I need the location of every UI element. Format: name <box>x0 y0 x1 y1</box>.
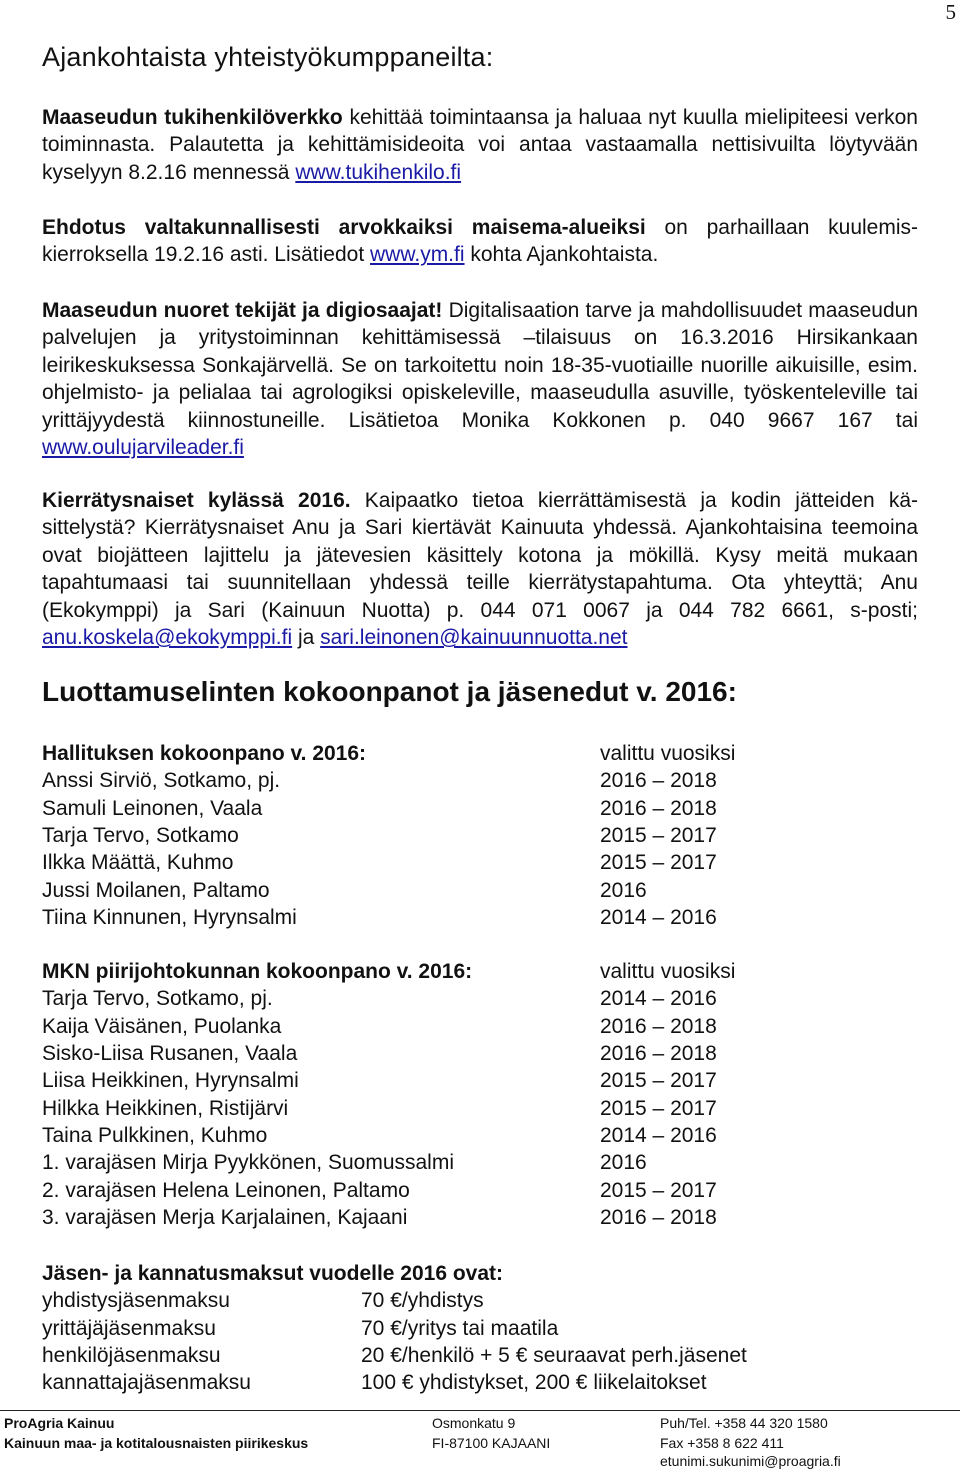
page-title: Ajankohtaista yhteistyökumppaneilta: <box>42 42 494 72</box>
piiri-header: MKN piirijohtokunnan kokoonpano v. 2016: <box>42 960 473 983</box>
footer-email: etunimi.sukunimi@proagria.fi <box>660 1453 841 1469</box>
hallitus-member-row-label: Samuli Leinonen, Vaala <box>42 796 263 820</box>
paragraph-tukihenkilo <box>42 104 918 186</box>
footer-phone: Puh/Tel. +358 44 320 1580 <box>660 1415 828 1431</box>
piiri-member-row-label: 3. varajäsen Merja Karjalainen, Kajaani <box>42 1206 408 1230</box>
piiri-member-row-label: 2. varajäsen Helena Leinonen, Paltamo <box>42 1178 410 1202</box>
maksut-header: Jäsen- ja kannatusmaksut vuodelle 2016 ovat: <box>42 1262 504 1285</box>
hallitus-member-row-value: 2016 <box>600 878 647 902</box>
fee-row-value: 70 €/yritys tai maatila <box>361 1316 559 1340</box>
footer-street: Osmonkatu 9 <box>432 1415 516 1431</box>
piiri-member-row-label: Hilkka Heikkinen, Ristijärvi <box>42 1096 289 1120</box>
piiri-member-row-value: 2015 – 2017 <box>600 1096 717 1120</box>
hallitus-member-row-label: Jussi Moilanen, Paltamo <box>42 878 270 902</box>
fee-row-value: 70 €/yhdistys <box>361 1289 484 1313</box>
paragraph-text: Kaipaatko tietoa kierrättämisestä ja kodin jätteiden käsittelystä? Kierrätysnaiset Anu ja Sari kiertävät Kainuuta yhdessä. Ajankohtaisina teemoina ovat biojätteen lajittelu ja jätevesien käsittely kotona ja mökillä. Kysy meitä mukaan tapahtumaasi tai suunnitellaan yhdessä teille kierrätystapahtuma. Ota yhteyttä; Anu (Ekokymppi) ja Sari (Kainuun Nuotta) p. 044 071 0067 ja 044 782 6661, s-posti; <box>42 489 918 622</box>
piiri-member-row-value: 2015 – 2017 <box>600 1069 717 1093</box>
hallitus-member-row-label: Tarja Tervo, Sotkamo <box>42 824 239 848</box>
piiri-member-row-value: 2016 – 2018 <box>600 1014 717 1038</box>
footer-divider <box>0 1410 960 1411</box>
link-tukihenkilo[interactable]: www.tukihenkilo.fi <box>295 160 462 184</box>
paragraph-bold-lead: Maaseudun tukihenkilöverkko <box>42 106 343 129</box>
piiri-member-row-label: Liisa Heikkinen, Hyrynsalmi <box>42 1069 299 1093</box>
piiri-member-row-value: 2016 – 2018 <box>600 1206 717 1230</box>
paragraph-bold-lead: Maaseudun nuoret tekijät ja digiosaajat! <box>42 299 443 322</box>
piiri-member-row-value: 2015 – 2017 <box>600 1178 717 1202</box>
piiri-member-row-label: Taina Pulkkinen, Kuhmo <box>42 1124 268 1148</box>
link-oulujarvileader[interactable]: www.oulujarvileader.fi <box>42 436 244 460</box>
paragraph-text: on parhaillaan kuulemiskierroksella 19.2.16 asti. Lisätiedot <box>42 216 918 267</box>
fee-row-label: henkilöjäsenmaksu <box>42 1344 221 1368</box>
page-number: 5 <box>945 0 956 24</box>
footer-org: ProAgria Kainuu <box>4 1415 115 1431</box>
hallitus-member-row-value: 2016 – 2018 <box>600 769 717 793</box>
footer-postal: FI-87100 KAJAANI <box>432 1435 551 1451</box>
fee-row-value: 100 € yhdistykset, 200 € liikelaitokset <box>361 1371 707 1395</box>
link-email-anu[interactable]: anu.koskela@ekokymppi.fi <box>42 626 293 650</box>
fee-row-label: yhdistysjäsenmaksu <box>42 1289 230 1313</box>
paragraph-tail: kohta Ajankohtaista. <box>464 243 659 267</box>
hallitus-member-row-value: 2016 – 2018 <box>600 796 717 820</box>
footer-fax: Fax +358 8 622 411 <box>660 1435 784 1451</box>
hallitus-header: Hallituksen kokoonpano v. 2016: <box>42 742 367 765</box>
hallitus-member-row-label: Ilkka Määttä, Kuhmo <box>42 851 234 875</box>
footer-org-sub: Kainuun maa- ja kotitalousnaisten piirikeskus <box>4 1435 309 1451</box>
hallitus-member-row-label: Tiina Kinnunen, Hyrynsalmi <box>42 906 297 930</box>
hallitus-member-row-label: Anssi Sirviö, Sotkamo, pj. <box>42 769 281 793</box>
section-heading: Luottamuselinten kokoonpanot ja jäsenedut v. 2016: <box>42 676 737 707</box>
piiri-member-row-label: Kaija Väisänen, Puolanka <box>42 1014 282 1038</box>
hallitus-member-row-value: 2014 – 2016 <box>600 906 717 930</box>
link-ym[interactable]: www.ym.fi <box>370 243 465 267</box>
fee-row-value: 20 €/henkilö + 5 € seuraavat perh.jäsenet <box>361 1344 747 1368</box>
paragraph-text: Digitalisaation tarve ja mahdollisuudet maaseudun palvelujen ja yritystoiminnan kehittämisessä –tilaisuus on 16.3.2016 Hirsikankaan leirikeskuksessa Sonkajärvellä. Se on tarkoitettu noin 18-35-vuotiaille nuorille aikuisille, esim. ohjelmisto- ja pelialaa tai agrologiksi opiskeleville, maaseudulla asuville, työskenteleville tai yrittäjyydestä kiinnostuneille. Lisätietoa Monika Kokkonen p. 040 9667 167 tai <box>42 299 918 432</box>
piiri-member-row-value: 2016 <box>600 1151 647 1175</box>
paragraph-digiosaajat <box>42 297 918 461</box>
piiri-member-row-value: 2016 – 2018 <box>600 1042 717 1066</box>
paragraph-connector: ja <box>292 626 321 650</box>
piiri-member-row-label: Tarja Tervo, Sotkamo, pj. <box>42 987 273 1011</box>
paragraph-kierratysnaiset <box>42 487 918 651</box>
paragraph-bold-lead: Ehdotus valtakunnallisesti arvokkaiksi maisema-alueiksi <box>42 216 646 239</box>
piiri-member-row-value: 2014 – 2016 <box>600 987 717 1011</box>
piiri-member-row-label: Sisko-Liisa Rusanen, Vaala <box>42 1042 298 1066</box>
piiri-header-years: valittu vuosiksi <box>600 960 736 983</box>
paragraph-text: kehittää toimintaansa ja haluaa nyt kuulla mielipiteesi verkon toiminnasta. Palautetta ja kehittämisideoita voi antaa vastaamalla nettisivuilta löytyvään kyselyyn 8.2.16 mennessä <box>42 106 918 184</box>
hallitus-member-row-value: 2015 – 2017 <box>600 851 717 875</box>
hallitus-header-years: valittu vuosiksi <box>600 742 736 765</box>
piiri-member-row-label: 1. varajäsen Mirja Pyykkönen, Suomussalmi <box>42 1151 455 1175</box>
hallitus-member-row-value: 2015 – 2017 <box>600 824 717 848</box>
fee-row-label: yrittäjäjäsenmaksu <box>42 1316 216 1340</box>
piiri-member-row-value: 2014 – 2016 <box>600 1124 717 1148</box>
paragraph-bold-lead: Kierrätysnaiset kylässä 2016. <box>42 489 351 512</box>
paragraph-maisema <box>42 214 918 269</box>
fee-row-label: kannattajajäsenmaksu <box>42 1371 251 1395</box>
link-email-sari[interactable]: sari.leinonen@kainuunnuotta.net <box>320 626 628 650</box>
